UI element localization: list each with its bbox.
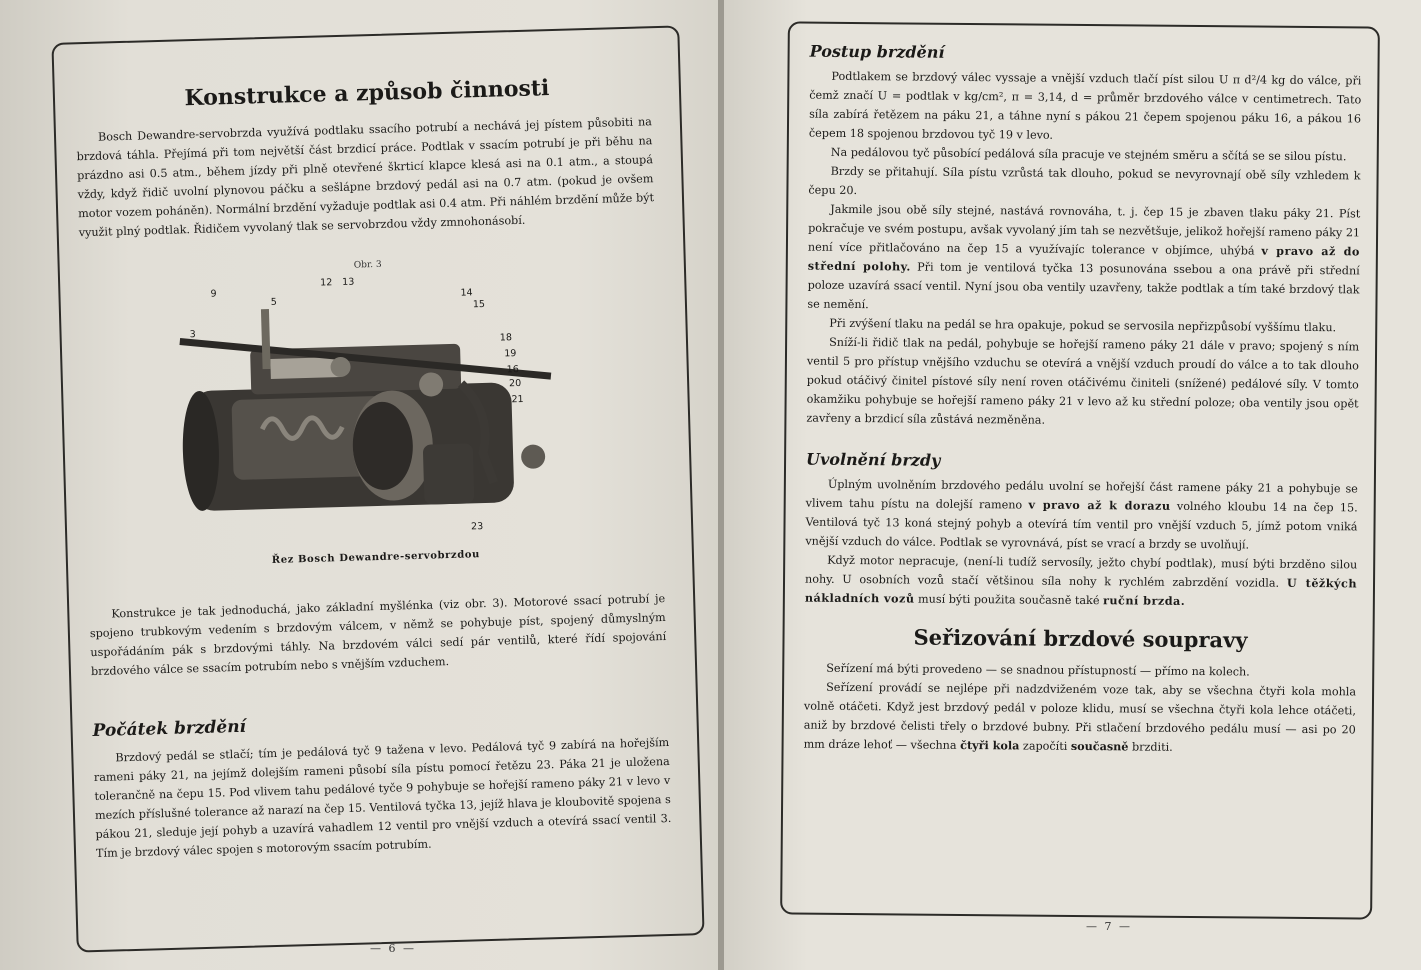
figure-number: 5 xyxy=(270,296,277,308)
figure-number: 19 xyxy=(504,348,517,360)
progress-paragraph-6: Sníží-li řidič tlak na pedál, pohybuje se hořejší rameno páky 21 dále v pravo; spojený s ním ventil 5 pro přístup vnějšího vzduchu se otevírá a vnější vzduch proudí do válce a to tak dlouho pokud otáčivý činitel pístové síly není roven otáčivému činiteli (snížené) pedálové síly. V tomto okamžiku pohybuje se hořejší rameno páky 21 v levo až ku střední poloze; oba ventily jsou opět zavřeny a brzdicí síla zůstává nezměněna. xyxy=(806,335,1360,427)
section-title-brake-start: Počátek brzdění xyxy=(92,716,247,742)
page-number: — 6 — xyxy=(370,942,416,955)
figure-label: Obr. 3 xyxy=(353,259,382,271)
figure-number: 14 xyxy=(460,287,473,299)
force-formula: π d²/4 kg xyxy=(1232,73,1286,87)
release-paragraph-2: Když motor nepracuje, (není-li tudíž servosíly, ježto chybí podtlak), musí býti brzděno silou nohy. U osobních vozů stačí většinou síla nohy k rychlém zabrzdění vozidla. U těžkých nákladních vozů musí býti použita současně také ruční brzda. xyxy=(804,553,1358,608)
right-page xyxy=(724,0,1421,970)
figure-number: 13 xyxy=(342,276,355,288)
figure-number: 9 xyxy=(210,288,217,300)
figure-number: 3 xyxy=(189,329,196,341)
section-title-brake-progress: Postup brzdění xyxy=(809,41,945,62)
servo-brake-figure xyxy=(168,271,575,552)
progress-paragraph-5: Při zvýšení tlaku na pedál se hra opakuje, pokud se servosila nepřizpůsobí vyššímu tlaku. xyxy=(829,316,1337,335)
section-title-brake-release: Uvolnění brzdy xyxy=(806,449,941,470)
progress-paragraph-4: Jakmile jsou obě síly stejné, nastává rovnováha, t. j. čep 15 je zbaven tlaku páky 21. Píst pokračuje ve svém postupu, avšak vyvolaný jím tah se nezvětšuje, jelikož hořejší rameno páky 21 není více přitlačováno na čep 15 a využívajíc tolerance v objímce, uhýbá v pravo až do střední polohy. Při tom je ventilová tyčka 13 posunována ssebou a ona právě při střední poloze uzavírá ssací ventil. Nyní jsou oba ventily uzavřeny, takže podtlak a tím také brzdový tlak se nemění. xyxy=(807,202,1361,312)
right-page-frame xyxy=(780,21,1380,919)
progress-paragraph-3: Brzdy se přitahují. Síla pístu vzrůstá tak dlouho, pokud se nevyrovnají obě síly vzhledem k čepu 20. xyxy=(808,164,1361,198)
figure-number: 21 xyxy=(511,393,524,406)
left-page-frame xyxy=(51,25,704,952)
figure-number: 15 xyxy=(472,298,486,311)
adjustment-paragraph-2: Seřízení provádí se nejlépe při nadzdviženém voze tak, aby se všechna čtyři kola mohla volně otáčeti. Když jest brzdový pedál v poloze klidu, musí se všechna čtyři kola lehce otáčeti, aniž by brzdové čelisti třely o brzdové bubny. Při stlačení brzdového pedálu musí — asi po 20 mm dráze lehoť — všechna čtyři kola započíti současně brzditi. xyxy=(803,680,1357,754)
brake-start-paragraph: Brzdový pedál se stlačí; tím je pedálová tyč 9 tažena v levo. Pedálová tyč 9 zabírá na hořejším rameni páky 21, na jejímž dolejším rameni působí síla pístu pomocí řetězu 23. Páka 21 je uložena tolerančně na čepu 15. Pod vlivem tahu pedálové tyče 9 pohybuje se hořejší rameno páky 21 v levo v mezích příslušné tolerance až narazí na čep 15. Ventilová tyčka 13, jejíž hlava je kloubovitě spojena s pákou 21, sleduje její pohyb a uzavírá vahadlem 12 ventil pro vnější vzduch a otevírá ssací ventil 3. Tím je brzdový válec spojen s motorovým ssacím potrubím. xyxy=(93,735,672,861)
progress-paragraph-2: Na pedálovou tyč působící pedálová síla pracuje ve stejném směru a sčítá se se silou pístu. xyxy=(830,145,1347,164)
figure-number: 16 xyxy=(506,364,519,376)
figure-number: 18 xyxy=(499,332,513,344)
release-paragraph-1: Úplným uvolněním brzdového pedálu uvolní se hořejší část ramene páky 21 a pohybuje se vlivem tahu pístu na dolejší rameno v pravo až k dorazu volného kloubu 14 na čep 15. Ventilová tyč 13 koná stejný pohyb a otevírá tím ventil pro vnější vzduch 5, jímž potom vniká vnější vzduch do válce. Podtlak se vyrovnává, píst se vrací a brzdy se uvolňují. xyxy=(805,477,1358,552)
figure-number: 20 xyxy=(508,377,522,390)
figure-number: 23 xyxy=(470,521,484,533)
page-title: Konstrukce a způsob činnosti xyxy=(184,75,550,112)
construction-paragraph: Konstrukce je tak jednoduchá, jako základní myšlénka (viz obr. 3). Motorové ssací potrubí je spojeno trubkovým vedením s brzdovým válcem, v němž se pohybuje píst, spojený důmyslným uspořádáním pák s brzdovými táhly. Na brzdovém válci sedí pár ventilů, které řídí spojování brzdového válce se ssacím potrubím nebo s vnějším vzduchem. xyxy=(89,592,667,679)
intro-paragraph: Bosch Dewandre-servobrzda využívá podtlaku ssacího potrubí a nechává jej pístem působiti na brzdová táhla. Přejímá při tom největší část brzdicí práce. Podtlak v ssacím potrubí je při běhu na prázdno asi 0.5 atm., během jízdy při plně otevřené škrticí klapce klesá asi na 0.1 atm., a stoupá vždy, když řidič uvolní plynovou páčku a sešlápne brzdový pedál asi na 0.7 atm. (pokud je ovšem motor vozem poháněn). Normální brzdění vyžaduje podtlak asi 0.4 atm. Při náhlém brzdění může být využit plný podtlak. Řidičem vyvolaný tlak se servobrzdou vždy zmnohonásobí. xyxy=(76,115,655,240)
adjustment-title: Seřizování brzdové soupravy xyxy=(913,624,1248,653)
page-number: — 7 — xyxy=(1086,920,1132,933)
figure-number: 12 xyxy=(320,277,333,289)
progress-paragraph-1: Podtlakem se brzdový válec vyssaje a vnější vzduch tlačí píst silou U π d²/4 kg do válce, při čemž značí U = podtlak v kg/cm², π = 3,14, d = průměr brzdového válce v centimetrech. Tato síla zabírá řetězem na páku 21, a táhne nyní s pákou 21 čepem spojenou páku 16, a pákou 16 čepem 18 spojenou brzdovou tyč 19 v levo. xyxy=(808,69,1362,142)
figure-caption: Řez Bosch Dewandre-servobrzdou xyxy=(271,549,481,566)
servo-brake-drawing xyxy=(168,271,575,552)
adjustment-paragraph-1: Seřízení má býti provedeno — se snadnou přístupností — přímo na kolech. xyxy=(826,661,1250,679)
